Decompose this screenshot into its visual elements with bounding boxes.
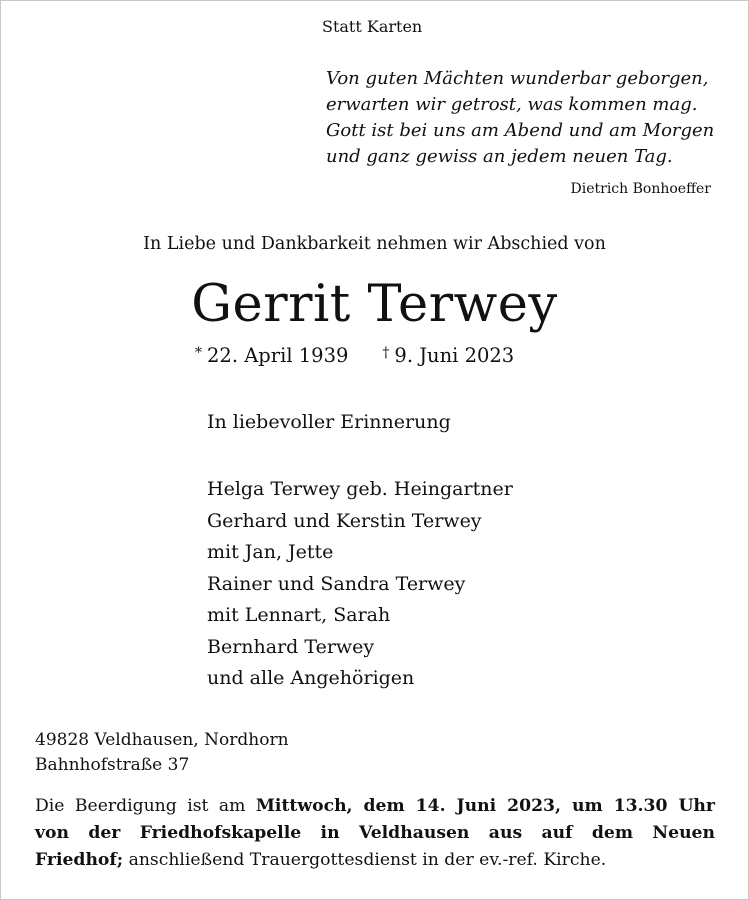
funeral-location: von der Friedhofskapelle in Veldhausen aus auf dem Neuen: [35, 823, 715, 843]
mourner: mit Jan, Jette: [207, 541, 334, 563]
funeral-text: Die Beerdigung ist am: [35, 796, 256, 816]
death-cross-icon: †: [382, 345, 390, 361]
death-date-value: 9. Juni 2023: [394, 344, 515, 367]
poem-line: und ganz gewiss an jedem neuen Tag.: [326, 146, 673, 167]
mourners-list: [207, 474, 513, 695]
funeral-info: [35, 793, 715, 874]
deceased-name: Gerrit Terwey: [191, 275, 558, 334]
life-dates: [195, 344, 514, 367]
mourner: mit Lennart, Sarah: [207, 604, 391, 626]
funeral-line: [35, 820, 715, 847]
mourner: und alle Angehörigen: [207, 667, 415, 689]
birth-symbol: *: [195, 345, 202, 361]
poem: [326, 66, 714, 170]
death-date: [382, 344, 514, 367]
mourner: Gerhard und Kerstin Terwey: [207, 509, 482, 532]
memory-text: In liebevoller Erinnerung: [207, 411, 451, 433]
mourner: Helga Terwey geb. Heingartner: [207, 478, 513, 500]
mourner: Bernhard Terwey: [207, 635, 375, 658]
funeral-line: [35, 793, 715, 820]
funeral-location-end: Friedhof;: [35, 850, 124, 870]
address-line: 49828 Veldhausen, Nordhorn: [35, 730, 289, 750]
mourner: Rainer und Sandra Terwey: [207, 572, 466, 595]
funeral-date-time: Mittwoch, dem 14. Juni 2023, um 13.30 Uhr: [255, 796, 715, 816]
birth-date-value: 22. April 1939: [207, 344, 349, 367]
funeral-line: [35, 847, 715, 874]
poem-author: Dietrich Bonhoeffer: [570, 181, 711, 197]
poem-line: erwarten wir getrost, was kommen mag.: [326, 94, 698, 115]
address: [35, 728, 289, 778]
poem-line: Von guten Mächten wunderbar geborgen,: [326, 68, 709, 89]
poem-line: Gott ist bei uns am Abend und am Morgen: [326, 120, 715, 141]
funeral-text: anschließend Trauergottesdienst in der ev.-ref. Kirche.: [123, 850, 607, 870]
birth-date: [195, 344, 348, 367]
address-line: Bahnhofstraße 37: [35, 755, 190, 775]
header-text: Statt Karten: [322, 17, 423, 36]
intro-text: In Liebe und Dankbarkeit nehmen wir Abschied von: [143, 234, 606, 254]
